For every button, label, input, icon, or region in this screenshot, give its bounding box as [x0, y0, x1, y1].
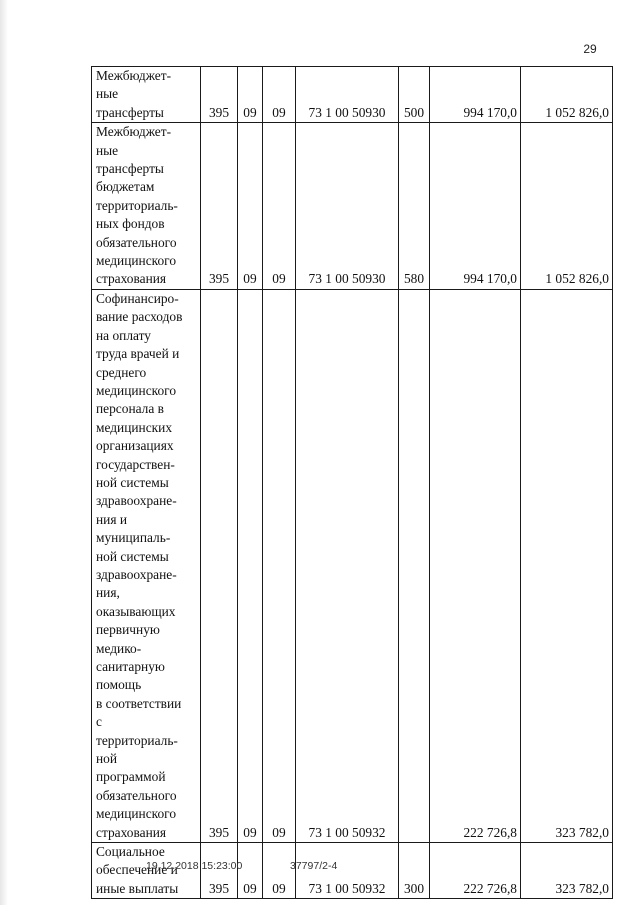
footer-timestamp: 19.12.2018 15:23:00	[146, 860, 243, 872]
cell-ved: 395	[201, 123, 238, 290]
cell-pr: 09	[263, 289, 296, 842]
cell-csr: 73 1 00 50932	[296, 289, 399, 842]
cell-sum-2020: 323 782,0	[521, 289, 613, 842]
row-name: Социальное обеспечение и иные выплаты	[92, 843, 201, 899]
cell-vr: 300	[399, 843, 430, 899]
cell-csr: 73 1 00 50932	[296, 843, 399, 899]
cell-rz: 09	[238, 67, 263, 123]
cell-ved: 395	[201, 843, 238, 899]
cell-ved: 395	[201, 67, 238, 123]
table-row	[92, 123, 613, 290]
cell-sum-2019: 994 170,0	[430, 123, 521, 290]
scan-edge-shadow	[0, 0, 8, 905]
footer-doc-code: 37797/2-4	[290, 860, 338, 872]
cell-rz: 09	[238, 843, 263, 899]
page-number: 29	[583, 42, 597, 56]
row-name: Софинансиро- вание расходов на оплату труда врачей и среднего медицинского персонала в медицинских организациях государствен- ной системы здравоохране- ния и муниципаль- ной системы здравоохране- ния, оказывающих первичную медико- санитарную помощь в соответствии с территориаль- ной программой обязательного медицинского страхования	[92, 289, 201, 842]
table-row	[92, 67, 613, 123]
cell-pr: 09	[263, 67, 296, 123]
cell-csr: 73 1 00 50930	[296, 123, 399, 290]
cell-vr: 580	[399, 123, 430, 290]
cell-pr: 09	[263, 123, 296, 290]
cell-sum-2019: 222 726,8	[430, 289, 521, 842]
cell-rz: 09	[238, 123, 263, 290]
cell-sum-2020: 323 782,0	[521, 843, 613, 899]
row-name: Межбюджет- ные трансферты бюджетам территориаль- ных фондов обязательного медицинского страхования	[92, 123, 201, 290]
cell-ved: 395	[201, 289, 238, 842]
cell-csr: 73 1 00 50930	[296, 67, 399, 123]
cell-rz: 09	[238, 289, 263, 842]
budget-table	[91, 66, 613, 899]
cell-pr: 09	[263, 843, 296, 899]
table-row	[92, 289, 613, 842]
row-name: Межбюджет- ные трансферты	[92, 67, 201, 123]
cell-vr: 500	[399, 67, 430, 123]
cell-sum-2019: 222 726,8	[430, 843, 521, 899]
cell-sum-2019: 994 170,0	[430, 67, 521, 123]
cell-vr	[399, 289, 430, 842]
cell-sum-2020: 1 052 826,0	[521, 123, 613, 290]
cell-sum-2020: 1 052 826,0	[521, 67, 613, 123]
